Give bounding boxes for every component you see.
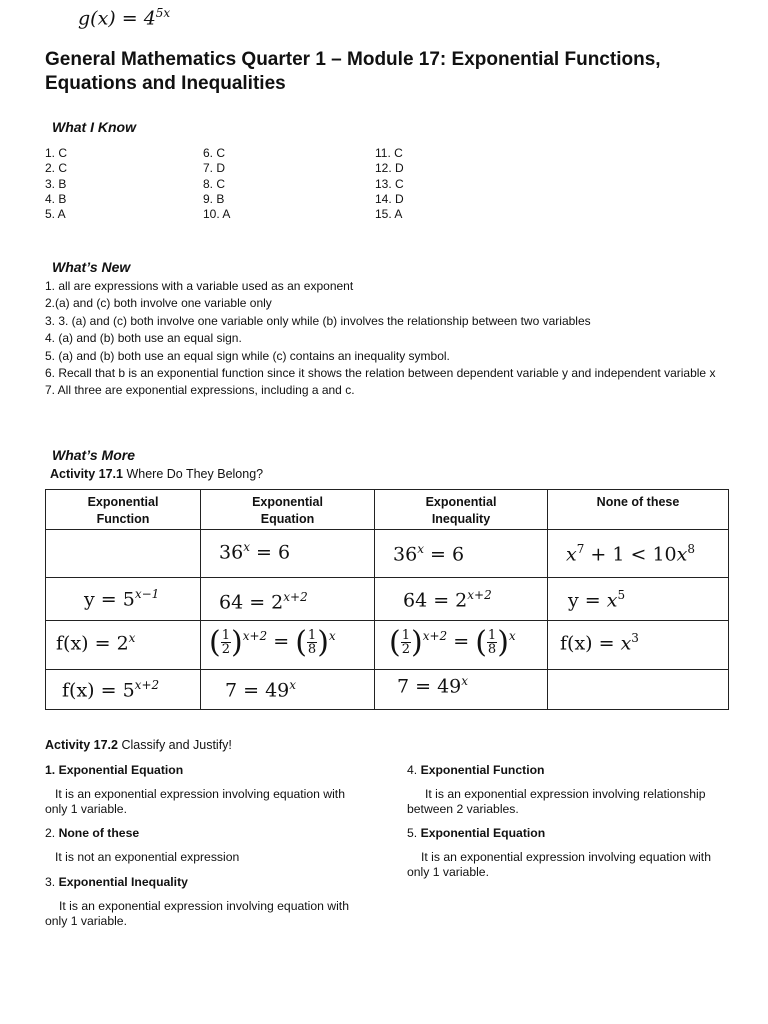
fraction: $\frac{1}{8}$ — [307, 628, 317, 657]
math-expression: $36^x = 6$ — [219, 540, 291, 564]
table-cell — [375, 578, 548, 621]
table-cell — [375, 670, 548, 710]
classification-label: Exponential Inequality — [58, 875, 188, 889]
list-item: 1. all are expressions with a variable used as an exponent — [45, 279, 354, 293]
answer-item: 9. B — [203, 191, 225, 206]
math-expression: $f(x) = 5^{x+2}$ — [62, 678, 160, 702]
page-title: General Mathematics Quarter 1 – Module 17: Exponential Functions, Equations and Inequalities — [45, 49, 661, 94]
list-item: 4. (a) and (b) both use an equal sign. — [45, 331, 242, 346]
formula-exponent: 5x — [155, 6, 171, 20]
activity-label: Activity 17.1 — [50, 467, 123, 481]
math-expression: ( $\frac{1}{2}$ )$^{x+2}$ = ( $\frac{1}{8}$ )$^x$ — [389, 625, 516, 660]
answer-item: 8. C — [203, 176, 226, 191]
answer-item: 3. B — [45, 176, 67, 191]
activity-title: Where Do They Belong? — [126, 467, 264, 481]
formula-base: g(x) = 4 — [78, 7, 156, 30]
table-cell — [46, 530, 201, 578]
math-expression: $y = 5^{x-1}$ — [84, 587, 160, 611]
math-expression: $7 = 49^x$ — [225, 678, 297, 702]
math-expression: $64 = 2^{x+2}$ — [219, 590, 308, 614]
classify-item: 2. None of these It is not an exponential expression — [45, 826, 370, 865]
column-header: Exponential Equation — [201, 490, 375, 530]
fraction: $\frac{1}{2}$ — [401, 628, 410, 657]
table-cell — [201, 530, 375, 578]
list-item: 6. Recall that b is an exponential function since it shows the relation between dependent variable y and independent variable x — [45, 366, 716, 381]
activity-label: Activity 17.2 — [45, 738, 118, 752]
classification-label: None of these — [58, 826, 140, 840]
answer-item: 10. A — [203, 207, 231, 222]
answer-item: 5. A — [45, 207, 66, 222]
answer-column-2 — [203, 146, 230, 222]
table-row — [46, 530, 729, 578]
table-cell — [548, 670, 729, 710]
classification-justification: It is not an exponential expression — [55, 850, 240, 864]
math-expression: $7 = 49^x$ — [397, 674, 469, 698]
table-cell — [375, 530, 548, 578]
classification-label: Exponential Equation — [58, 763, 184, 777]
answer-column-1 — [45, 146, 67, 222]
answer-item: 11. C — [375, 146, 403, 160]
whats-new-list — [45, 278, 725, 399]
math-expression: ( $\frac{1}{2}$ )$^{x+2}$ = ( $\frac{1}{8}$ )$^x$ — [209, 625, 336, 660]
classify-item: 4. Exponential Function It is an exponential expression involving relationship between 2 variables. — [407, 763, 727, 817]
activity-17-2-heading — [45, 738, 232, 752]
classification-label: Exponential Function — [420, 763, 545, 777]
answer-item: 1. C — [45, 146, 68, 160]
answer-item: 6. C — [203, 146, 226, 160]
classification-label: Exponential Equation — [420, 826, 546, 840]
classification-justification: It is an exponential expression involving relationship between 2 variables. — [407, 787, 706, 816]
answer-item: 15. A — [375, 207, 403, 222]
answer-item: 2. C — [45, 161, 68, 176]
math-expression: $36^x = 6$ — [393, 542, 465, 566]
classify-item: 1. Exponential Equation It is an exponential expression involving equation with only 1 variable. — [45, 763, 370, 817]
activity-title: Classify and Justify! — [121, 738, 232, 752]
table-cell — [46, 578, 201, 621]
classification-table — [45, 489, 729, 710]
classify-item: 3. Exponential Inequality It is an exponential expression involving equation with only 1 variable. — [45, 875, 370, 929]
table-cell — [201, 621, 375, 670]
fraction: $\frac{1}{2}$ — [221, 628, 230, 657]
answer-column-3 — [375, 146, 404, 222]
table-cell — [46, 670, 201, 710]
classification-justification: It is an exponential expression involving equation with only 1 variable. — [45, 899, 349, 928]
table-row — [46, 578, 729, 621]
math-expression: $f(x) = x^3$ — [560, 631, 639, 655]
answer-item: 4. B — [45, 191, 67, 206]
classification-justification: It is an exponential expression involving equation with only 1 variable. — [407, 850, 711, 879]
math-expression: $f(x) = 2^x$ — [56, 631, 136, 655]
table-cell — [548, 530, 729, 578]
list-item: 5. (a) and (b) both use an equal sign while (c) contains an inequality symbol. — [45, 348, 450, 363]
table-row — [46, 621, 729, 670]
table-row — [46, 670, 729, 710]
table-cell — [375, 621, 548, 670]
table-cell — [46, 621, 201, 670]
table-header-row — [46, 490, 729, 530]
table-cell — [201, 670, 375, 710]
whats-new-heading: What’s New — [52, 259, 131, 275]
answer-item: 14. D — [375, 191, 404, 206]
column-header: None of these — [548, 490, 729, 530]
fraction: $\frac{1}{8}$ — [487, 628, 497, 657]
classification-justification: It is an exponential expression involving equation with only 1 variable. — [45, 787, 345, 816]
list-item: 3. 3. (a) and (c) both involve one variable only while (b) involves the relationship between two variables — [45, 313, 591, 328]
math-expression: $64 = 2^{x+2}$ — [403, 588, 492, 612]
header-formula — [78, 6, 170, 29]
whats-more-heading: What’s More — [52, 447, 135, 463]
table-cell — [548, 621, 729, 670]
classify-item: 5. Exponential Equation It is an exponential expression involving equation with only 1 variable. — [407, 826, 727, 880]
answer-item: 7. D — [203, 161, 226, 176]
answer-item: 13. C — [375, 176, 404, 191]
table-cell — [548, 578, 729, 621]
answer-item: 12. D — [375, 161, 404, 176]
column-header: Exponential Inequality — [375, 490, 548, 530]
math-expression: $y = x^5$ — [568, 588, 626, 612]
column-header: Exponential Function — [46, 490, 201, 530]
table-cell — [201, 578, 375, 621]
list-item: 2.(a) and (c) both involve one variable only — [45, 296, 272, 311]
list-item: 7. All three are exponential expressions, including a and c. — [45, 383, 355, 398]
math-expression: $x^7 + 1 < 10x^8$ — [566, 542, 695, 566]
what-i-know-heading: What I Know — [52, 119, 136, 135]
activity-17-1-heading — [50, 467, 263, 481]
